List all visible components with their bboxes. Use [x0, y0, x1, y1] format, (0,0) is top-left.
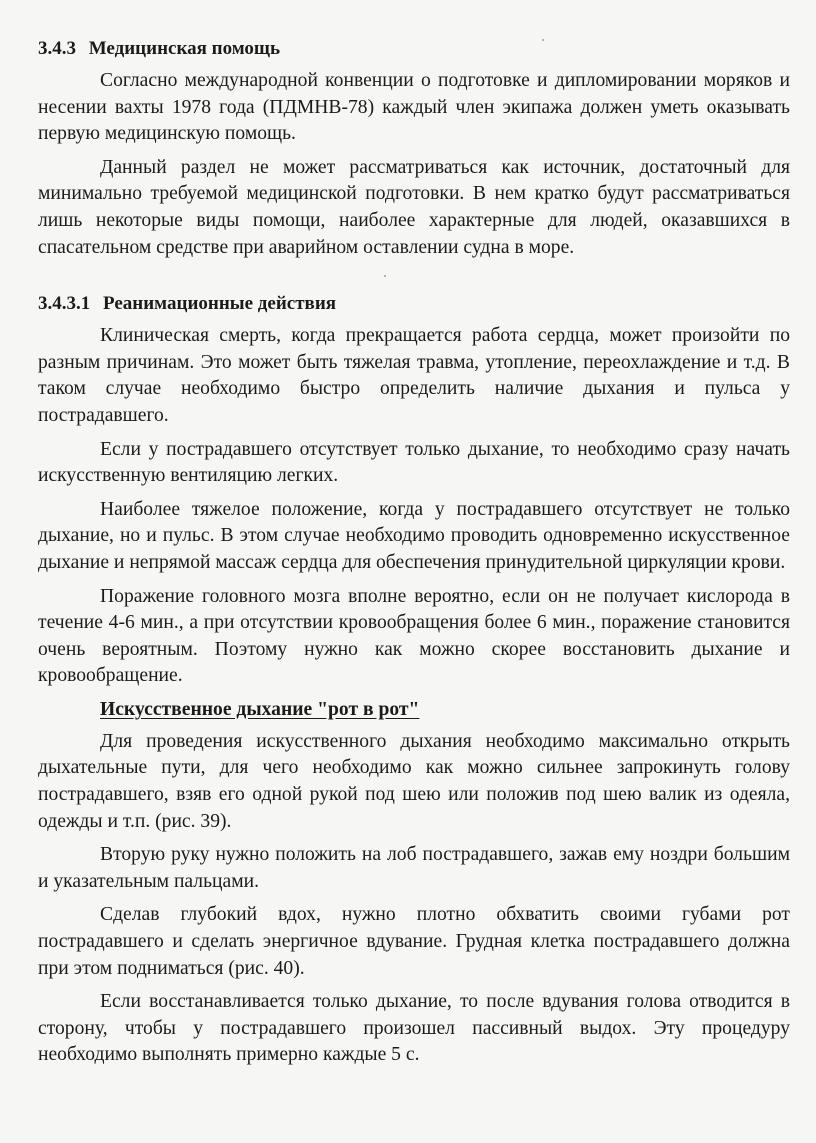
document-page — [38, 36, 790, 1076]
paragraph: Если у пострадавшего отсутствует только дыхание, то необходимо сразу начать искусственную вентиляцию легких. — [38, 438, 790, 487]
paragraph: Если восстанавливается только дыхание, то после вдувания голова отводится в сторону, чтобы у пострадавшего произошел пассивный выдох. Эту процедуру необходимо выполнять примерно каждые 5 с. — [38, 991, 790, 1066]
subsection-number: 3.4.3.1 — [38, 293, 91, 315]
paragraph: Для проведения искусственного дыхания необходимо максимально открыть дыхательные пути, для чего необходимо как можно сильнее запрокинуть голову пострадавшего, взяв его одной рукой под шею или положив под шею валик из одеяла, одежды и т.п. (рис. 39). — [38, 730, 790, 832]
subsection-title: Реанимационные действия — [103, 293, 337, 315]
section-title: Медицинская помощь — [88, 38, 281, 59]
section-heading — [38, 36, 790, 62]
paragraph: Данный раздел не может рассматриваться как источник, достаточный для минимально требуемой медицинской подготовки. В нем кратко будут рассматриваться лишь некоторые виды помощи, наиболее характерные для людей, оказавшихся в спасательном средстве при аварийном оставлении судна в море. — [38, 156, 790, 258]
subsection-heading — [38, 291, 790, 317]
paragraph: Согласно международной конвенции о подготовке и дипломировании моряков и несении вахты 1978 года (ПДМНВ-78) каждый член экипажа должен уметь оказывать первую медицинскую помощь. — [38, 70, 790, 145]
section-number: 3.4.3 — [38, 38, 76, 59]
technique-title: Искусственное дыхание "рот в рот" — [100, 698, 420, 720]
paragraph: Вторую руку нужно положить на лоб пострадавшего, зажав ему ноздри большим и указательным пальцами. — [38, 844, 790, 892]
paragraph: Поражение головного мозга вполне вероятно, если он не получает кислорода в течение 4-6 мин., а при отсутствии кровообращения более 6 мин., поражение становится очень вероятным. Поэтому нужно как можно скорее восстановить дыхание и кровообращение. — [38, 585, 790, 687]
paragraph: Сделав глубокий вдох, нужно плотно обхватить своими губами рот пострадавшего и сделать энергичное вдувание. Грудная клетка пострадавшего должна при этом подниматься (рис. 40). — [38, 904, 790, 979]
paragraph: Клиническая смерть, когда прекращается работа сердца, может произойти по разным причинам. Это может быть тяжелая травма, утопление, переохлаждение и т.д. В таком случае необходимо быстро определить наличие дыхания и пульса у пострадавшего. — [38, 325, 790, 426]
paragraph: Наиболее тяжелое положение, когда у пострадавшего отсутствует не только дыхание, но и пульс. В этом случае необходимо проводить одновременно искусственное дыхание и непрямой массаж сердца для обеспечения принудительной циркуляции крови. — [38, 498, 790, 573]
